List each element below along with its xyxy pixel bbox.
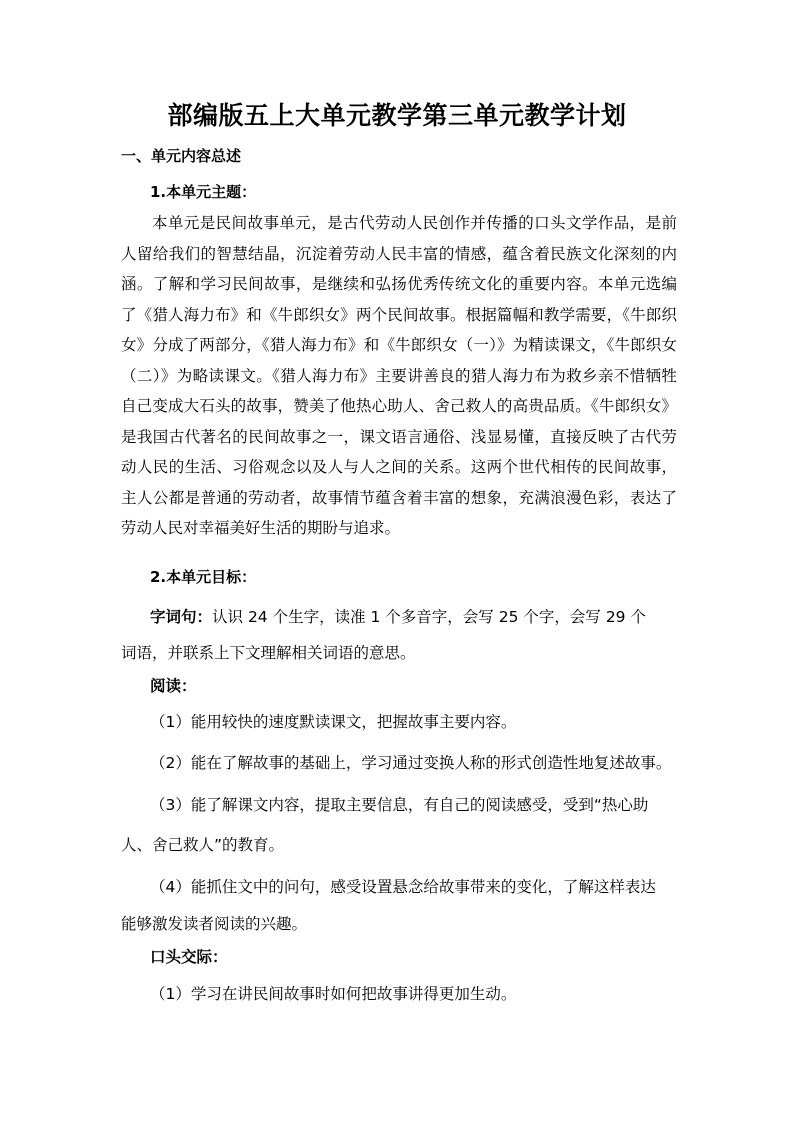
- section-heading-unit-overview: 一、单元内容总述: [121, 147, 242, 165]
- oral-communication-label: 口头交际：: [150, 948, 228, 966]
- oral-goal-1: （1）学习在讲民间故事时如何把故事讲得更加生动。: [150, 985, 517, 1003]
- vocab-text: 认识 24 个生字，读准 1 个多音字，会写 25 个字，会写 29 个: [212, 608, 646, 626]
- document-title: 部编版五上大单元教学第三单元教学计划: [167, 101, 627, 130]
- subheading-unit-goals: 2.本单元目标：: [150, 568, 257, 586]
- reading-goal-3-line-1: （3）能了解课文内容，提取主要信息，有自己的阅读感受，受到“热心助: [150, 796, 649, 814]
- vocab-label: 字词句：: [150, 608, 213, 626]
- reading-goal-1: （1）能用较快的速度默读课文，把握故事主要内容。: [150, 713, 517, 731]
- vocab-goal-line-1: [150, 607, 646, 627]
- reading-goal-4-line-2: 能够激发读者阅读的兴趣。: [121, 915, 308, 933]
- reading-goal-3-line-2: 人、舍己救人”的教育。: [121, 836, 285, 854]
- reading-goal-4-line-1: （4）能抓住文中的问句，感受设置悬念给故事带来的变化，了解这样表达: [150, 878, 656, 896]
- reading-label: 阅读：: [150, 677, 197, 695]
- subheading-unit-theme: 1.本单元主题：: [150, 183, 257, 201]
- vocab-goal-line-2: 词语，并联系上下文理解相关词语的意思。: [121, 644, 416, 662]
- reading-goal-2: （2）能在了解故事的基础上，学习通过变换人称的形式创造性地复述故事。: [150, 754, 672, 772]
- unit-theme-paragraph: 本单元是民间故事单元，是古代劳动人民创作并传播的口头文学作品，是前人留给我们的智慧结晶，沉淀着劳动人民丰富的情感，蕴含着民族文化深刻的内涵。了解和学习民间故事，是继续和弘扬优秀传统文化的重要内容。本单元选编了《猎人海力布》和《牛郎织女》两个民间故事。根据篇幅和教学需要，《牛郎织女》分成了两部分，《猎人海力布》和《牛郎织女（一）》为精读课文，《牛郎织女（二）》为略读课文。《猎人海力布》主要讲善良的猎人海力布为救乡亲不惜牺牲自己变成大石头的故事，赞美了他热心助人、舍己救人的高贵品质。《牛郎织女》是我国古代著名的民间故事之一，课文语言通俗、浅显易懂，直接反映了古代劳动人民的生活、习俗观念以及人与人之间的关系。这两个世代相传的民间故事，主人公都是普通的劳动者，故事情节蕴含着丰富的想象，充满浪漫色彩，表达了劳动人民对幸福美好生活的期盼与追求。: [121, 214, 677, 537]
